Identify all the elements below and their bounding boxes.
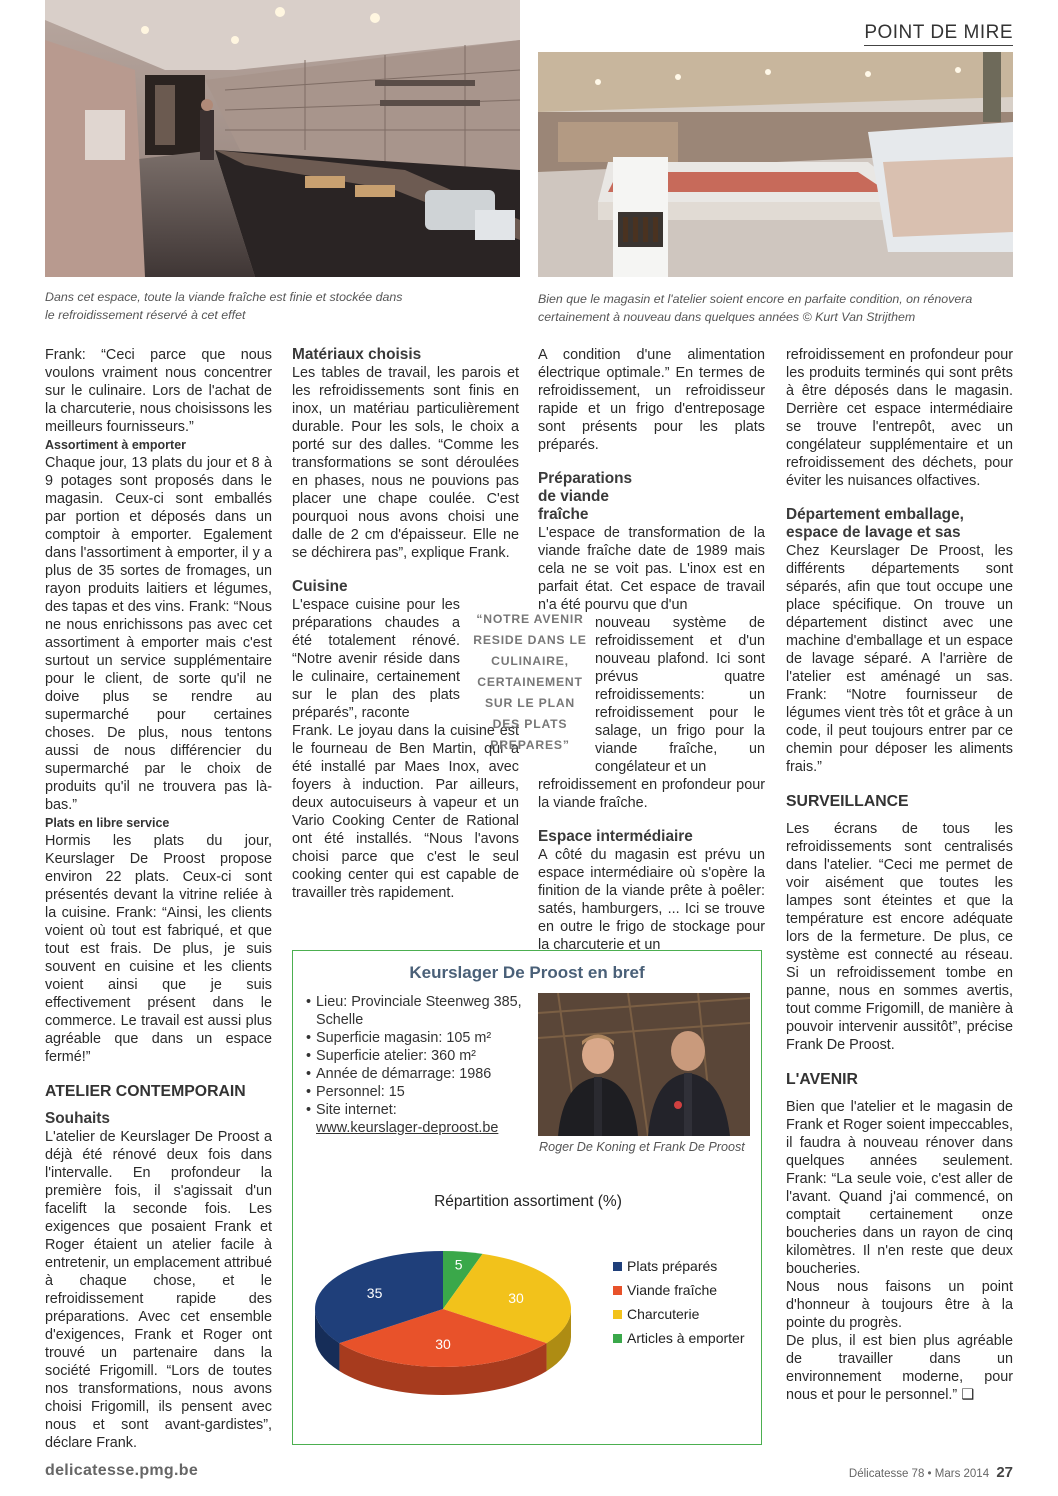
fact-item: • Année de démarrage: 1986 [306,1065,546,1083]
footer-issue [849,1464,1013,1481]
paragraph: L'atelier de Keurslager De Proost a déjà été rénové deux fois dans l'intervalle. En profondeur la première fois, il s'agissait d'un facelift la seconde fois. Les exigences que posaient Frank et Roger étaient un atelier facile à entretenir, un emplacement attribué à chaque chose, et le refroidissement rapide des préparations. Avec cet ensemble d'exigences, Frank et Roger ont trouvé un partenaire dans la société Frigomill. “Lors de toutes nos transformations, nous avons choisi Frigomill, ils pensent avec nous et sont avant-gardistes”, déclare Frank. [45,1129,272,1451]
section-heading-surveillance: SURVEILLANCE [786,793,909,810]
subheading-viande-fraiche: Préparations de viande fraîche [538,470,633,523]
subheading-emballage: Département emballage, espace de lavage et sas [786,506,964,541]
subheading-takeaway: Assortiment à emporter [45,438,187,452]
paragraph: L'espace de transformation de la viande fraîche date de 1989 mais cela ne se voit pas. L'inox est en parfait état. Cet espace de travail n'a été pourvu que d'un [538,525,765,613]
issue-label: Délicatesse 78 • Mars 2014 [848,1468,990,1480]
fact-list [306,993,546,1137]
pie-value-label: 35 [366,1285,383,1302]
pie-chart [293,1221,761,1436]
pie-value-label: 30 [508,1290,524,1307]
section-heading-avenir: L'AVENIR [786,1071,858,1088]
paragraph: nouveau système de refroidissement et d'un nouveau plafond. Ici sont prévus quatre refroidissements: un refroidissement pour le salage, un frigo pour la viande fraîche, un congélateur et un [595,615,765,775]
paragraph: De plus, il est bien plus agréable de travailler dans un environnement moderne, pour nous et pour le personnel.” ❑ [786,1333,1013,1403]
left-photo-caption: Dans cet espace, toute la viande fraîche est finie et stockée dans le refroidissement réservé à cet effet [45,290,403,322]
workshop-photo [45,0,520,277]
paragraph: A côté du magasin est prévu un espace intermédiaire où s'opère la finition de la viande prête à poêler: satés, hamburgers, ... Ici se trouve en outre le frigo de stockage pour la charcuterie et un [538,847,765,953]
paragraph: L'espace cuisine pour les préparations chaudes a été totalement rénové. “Notre avenir réside dans le culinaire, certainement sur le plan des plats préparés”, raconte [292,597,460,721]
right-photo-caption: Bien que le magasin et l'atelier soient encore en parfaite condition, on rénovera certainement à nouveau dans quelques années © Kurt Van Strijthem [538,292,973,324]
column-4 [786,346,1013,1404]
subheading-souhaits: Souhaits [45,1110,110,1127]
paragraph: Frank: “Ceci parce que nous voulons vraiment nous concentrer sur le culinaire. Lors de l'achat de la charcuterie, nous choisissons les meilleurs fournisseurs.” [45,347,272,435]
legend-label: Charcuterie [627,1306,700,1322]
column-3 [538,346,765,954]
owners-photo [538,993,750,1141]
fact-item: • Superficie atelier: 360 m² [306,1047,546,1065]
paragraph: Les écrans de tous les refroidissements sont centralisés dans l'atelier. “Ceci me permet de voir aisément que toutes les lampes sont éteintes et que la température est encore adéquate lors de la fermeture. De plus, ce système est connecté au réseau. Si un refroidissement tombe en panne, nous en sommes avertis, tout comme Frigomill, de manière à pouvoir intervenir aussitôt”, précise Frank De Proost. [786,821,1013,1053]
legend-label: Articles à emporter [627,1330,745,1346]
legend-label: Plats préparés [627,1258,718,1274]
legend-swatch [613,1310,622,1319]
section-heading-atelier: ATELIER CONTEMPORAIN [45,1083,246,1100]
shop-photo [538,52,1013,277]
section-tag: POINT DE MIRE [864,22,1013,46]
fact-item-continued: Schelle [316,1012,364,1028]
pie-value-label: 5 [454,1256,463,1273]
paragraph: Hormis les plats du jour, Keurslager De Proost propose environ 22 plats. Ceux-ci sont présentés devant la vitrine reliée à la cuisine. Frank: “Ainsi, les clients voient où tout est fabriqué, et que tout est frais. De plus, je suis souvent en cuisine et les clients voient ainsi que je suis effectivement présent dans le commerce. Le travail est aussi plus agréable que dans un espace fermé!” [45,833,272,1065]
fact-item: • Personnel: 15 [306,1083,546,1101]
subheading-espace-intermediaire: Espace intermédiaire [538,828,693,845]
owners-photo-caption: Roger De Koning et Frank De Proost [539,1140,745,1154]
paragraph: Nous nous faisons un point d'honneur à toujours être à la pointe du progrès. [786,1279,1013,1331]
paragraph: A condition d'une alimentation électrique optimale.” En termes de refroidissement, un refroidisseur rapide et un frigo d'entreposage sont présents pour les plats préparés. [538,347,765,453]
fact-item: • Superficie magasin: 105 m² [306,1029,546,1047]
pull-quote: “NOTRE AVENIR RESIDE DANS LE CULINAIRE, CERTAINEMENT SUR LE PLAN DES PLATS PREPARES” [473,612,587,752]
subheading-self-service: Plats en libre service [45,816,170,830]
website-link[interactable]: www.keurslager-deproost.be [316,1120,499,1136]
paragraph: refroidissement en profondeur pour les produits terminés qui sont prêts à être déposés dans le magasin. Derrière cet espace intermédiaire se trouve l'entrepôt, avec un congélateur supplémentaire et un refroidissement des déchets, pour éviter les nuisances olfactives. [786,347,1013,489]
fact-item: • Lieu: Provinciale Steenweg 385, [306,993,546,1011]
paragraph: Chaque jour, 13 plats du jour et 8 à 9 potages sont proposés dans le magasin. Ceux-ci sont emballés par portion et déposés dans un comptoir à emporter. Egalement dans l'assortiment à emporter, il y a plus de 35 sortes de fromages, un rayon produits laitiers et légumes, des tapas et des vins. Frank: “Nous ne nous enrichissons pas avec cet assortiment à emporter mais c'est surtout un service supplémentaire pour le client, de sorte qu'il ne doive plus se rendre au supermarché pour certaines choses. De plus, nous tentons aussi de nous différencier du supermarché par le choix de produits qu'il ne trouvera pas là-bas.” [45,455,272,813]
subheading-cuisine: Cuisine [292,578,348,595]
paragraph: Bien que l'atelier et le magasin de Frank et Roger soient impeccables, il faudra à nouveau rénover dans quelques années seulement. Frank: “La seule voie, c'est aller de l'avant. Quand j'ai commencé, on comptait certainement onze boucheries dans un rayon de cinq kilomètres. Il n'en reste que deux boucheries. [786,1099,1013,1277]
fact-box-title: Keurslager De Proost en bref [409,963,645,982]
chart-title: Répartition assortiment (%) [434,1193,622,1210]
paragraph: Frank. Le joyau dans la cuisine est le fourneau de Ben Martin, qui a été installé par Maes Inox, avec foyers à induction. Par ailleurs, deux autocuiseurs à vapeur et un Vario Cooking Center de Rational ont été installés. “Nous l'avons choisi parce que c'est le seul cooking center qui est capable de travailler très rapidement. [292,723,519,901]
footer-website[interactable]: delicatesse.pmg.be [45,1462,199,1479]
fact-box [292,950,762,1445]
legend-swatch [613,1262,622,1271]
paragraph: refroidissement en profondeur pour la viande fraîche. [538,777,765,811]
page-number: 27 [996,1464,1013,1481]
fact-item: • Site internet: [306,1101,546,1119]
legend-swatch [613,1334,622,1343]
paragraph: Les tables de travail, les parois et les refroidissements sont finis en inox, un matériau particulièrement durable. Pour les sols, le choix a porté sur des dalles. “Comme les transformations se sont déroulées en phases, nous ne pouvions pas placer une chape coulée. C'est pourquoi nous avons choisi une dalle de 2 cm d'épaisseur. Elle ne se déchirera pas”, explique Frank. [292,365,519,561]
legend-swatch [613,1286,622,1295]
pie-value-label: 30 [435,1335,451,1352]
paragraph: Chez Keurslager De Proost, les différents départements sont séparés, afin que tout occupe une place spécifique. On trouve un département distinct avec une machine d'emballage et un espace de lavage séparé. A l'arrière de l'atelier est aménagé un sas. Frank: “Notre fournisseur de légumes vient très tôt et grâce à un code, il peut toujours entrer par ce chemin pour déposer les aliments frais.” [786,543,1013,775]
subheading-materiaux: Matériaux choisis [292,346,422,363]
column-1 [45,346,272,1452]
legend-label: Viande fraîche [627,1282,718,1298]
